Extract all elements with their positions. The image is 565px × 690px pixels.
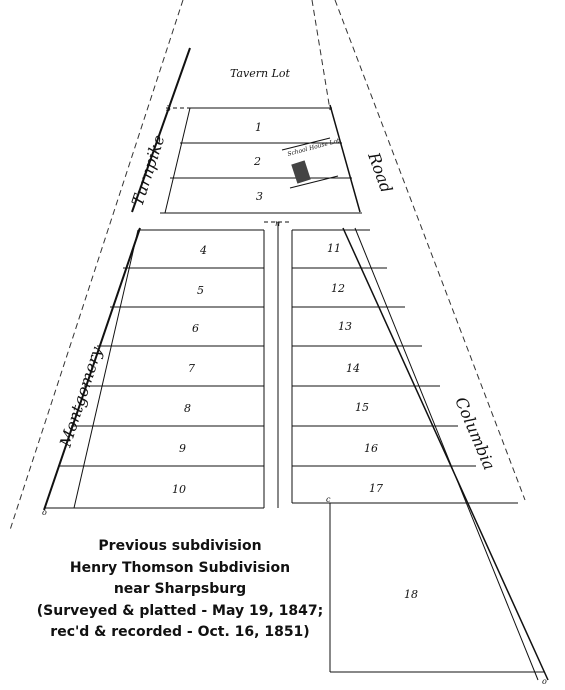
lot-18-parcel	[330, 503, 545, 672]
lot-number: 4	[200, 244, 207, 257]
alley	[264, 222, 292, 508]
lot-number: 14	[346, 362, 360, 375]
columbia-label: Columbia	[451, 394, 500, 473]
svg-text:3: 3	[166, 104, 172, 113]
svg-text:o: o	[542, 677, 547, 686]
lot-number: 2	[254, 155, 261, 168]
lot-number: 13	[338, 320, 352, 333]
caption-line: rec'd & recorded - Oct. 16, 1851)	[50, 624, 310, 640]
lot-number: 3	[256, 190, 263, 203]
lot-number: 8	[184, 402, 191, 415]
lot-number: 5	[197, 284, 204, 297]
tavern-lot-label: Tavern Lot	[230, 67, 290, 80]
svg-text:o: o	[42, 508, 47, 517]
svg-text:n: n	[275, 219, 281, 228]
lot-number: 16	[364, 442, 378, 455]
caption-line: Previous subdivision	[98, 538, 262, 554]
svg-text:c: c	[326, 495, 331, 504]
lot-number: 10	[172, 483, 186, 496]
caption-line: Henry Thomson Subdivision	[69, 559, 291, 576]
lot-number: 18	[404, 588, 418, 601]
montgomery-label: Montgomery	[55, 344, 106, 450]
lot-number: 1	[255, 121, 262, 134]
lot-number: 6	[192, 322, 199, 335]
turnpike-label: Turnpike	[127, 132, 169, 209]
road-label: Road	[364, 149, 397, 196]
caption-line: near Sharpsburg	[113, 581, 247, 597]
lot-number: 17	[369, 482, 383, 495]
columbia-road-boundary	[330, 105, 548, 680]
lot-number: 7	[188, 362, 195, 375]
map-caption	[0, 536, 360, 644]
lot-number: 12	[331, 282, 345, 295]
lot-number: 9	[179, 442, 186, 455]
lot-number: 15	[355, 401, 369, 414]
caption-line: (Surveyed & platted - May 19, 1847;	[36, 602, 324, 619]
lot-number: 11	[327, 242, 341, 255]
lower-west-block	[45, 230, 264, 508]
school-house-lot-label: School House Lot	[286, 137, 341, 158]
